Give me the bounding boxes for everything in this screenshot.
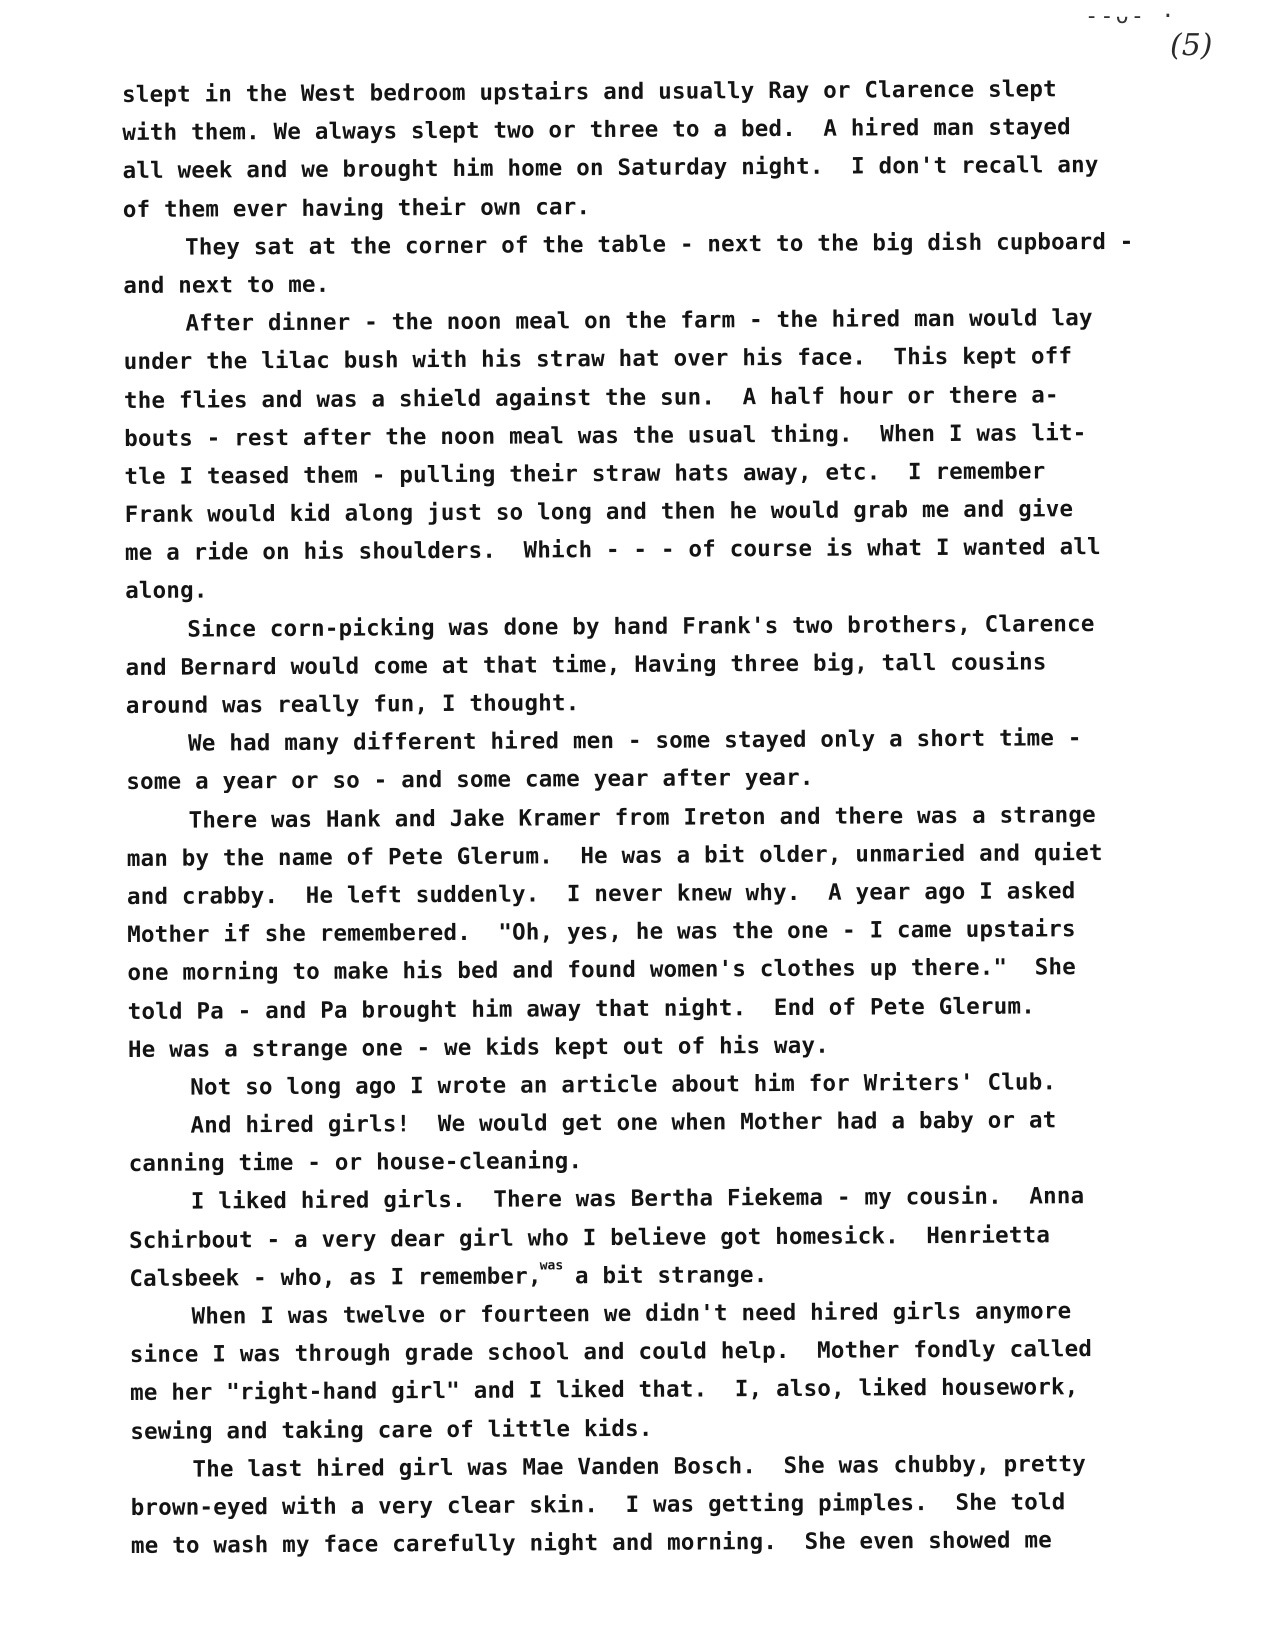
text-line: along.	[125, 577, 208, 605]
text-line: man by the name of Pete Glerum. He was a bit older, unmaried and quiet	[126, 839, 1103, 872]
text-line: all week and we brought him home on Saturday night. I don't recall any	[122, 152, 1099, 185]
text-line: brown-eyed with a very clear skin. I was getting pimples. She told	[130, 1489, 1066, 1521]
text-line: The last hired girl was Mae Vanden Bosch. She was chubby, pretty	[192, 1450, 1087, 1483]
text-line: with them. We always slept two or three to a bed. A hired man stayed	[122, 114, 1071, 147]
text-line: bouts - rest after the noon meal was the usual thing. When I was lit-	[124, 419, 1087, 452]
text-line: told Pa - and Pa brought him away that night. End of Pete Glerum.	[127, 992, 1036, 1025]
header-mark: --ᴗ- ·	[1085, 4, 1177, 29]
text-line: since I was through grade school and could help. Mother fondly called	[129, 1336, 1093, 1369]
text-line: Schirbout - a very dear girl who I believe got homesick. Henrietta	[129, 1221, 1051, 1254]
text-line: canning time - or house-cleaning.	[128, 1148, 583, 1178]
text-line: me to wash my face carefully night and morning. She even showed me	[130, 1527, 1053, 1560]
text-line: and Bernard would come at that time, Having three big, tall cousins	[125, 649, 1047, 681]
text-line: And hired girls! We would get one when Mother had a baby or at	[190, 1107, 1057, 1139]
handwritten-insert: was	[539, 1258, 564, 1274]
text-line: tle I teased them - pulling their straw hats away, etc. I remember	[124, 458, 1046, 490]
text-line: Mother if she remembered. "Oh, yes, he was the one - I came upstairs	[127, 916, 1076, 949]
text-line: around was really fun, I thought.	[125, 690, 580, 719]
text-line: me her "right-hand girl" and I liked that. I, also, liked housework,	[129, 1374, 1079, 1407]
text-line: and crabby. He left suddenly. I never knew why. A year ago I asked	[126, 878, 1076, 910]
text-line: We had many different hired men - some stayed only a short time -	[188, 725, 1082, 757]
text-line: Not so long ago I wrote an article about him for Writers' Club.	[190, 1069, 1057, 1101]
text-line: under the lilac bush with his straw hat over his face. This kept off	[123, 343, 1073, 376]
text-line: the flies and was a shield against the sun. A half hour or there a-	[123, 381, 1059, 414]
page-number: (5)	[1170, 28, 1213, 63]
text-line: Since corn-picking was done by hand Frank's two brothers, Clarence	[187, 610, 1095, 643]
text-line: one morning to make his bed and found women's clothes up there." She	[127, 954, 1077, 987]
text-line: He was a strange one - we kids kept out of his way.	[127, 1032, 830, 1063]
text-line: After dinner - the noon meal on the farm - the hired man would lay	[185, 305, 1093, 337]
text-line: sewing and taking care of little kids.	[130, 1415, 653, 1445]
text-line: When I was twelve or fourteen we didn't need hired girls anymore	[191, 1298, 1072, 1330]
text-line: of them ever having their own car.	[122, 193, 591, 223]
text-line: There was Hank and Jake Kramer from Ireton and there was a strange	[188, 801, 1096, 834]
body-text	[122, 69, 1241, 1565]
text-line: They sat at the corner of the table - next to the big dish cupboard -	[184, 228, 1134, 261]
text-segment: a bit strange.	[561, 1261, 768, 1290]
text-line: slept in the West bedroom upstairs and usually Ray or Clarence slept	[122, 76, 1057, 108]
text-segment: Calsbeek - who, as I remember,	[129, 1263, 542, 1292]
text-line: Frank would kid along just so long and then he would grab me and give	[124, 496, 1074, 529]
text-line: me a ride on his shoulders. Which - - - of course is what I wanted all	[124, 534, 1101, 567]
text-line: some a year or so - and some came year after year.	[126, 765, 814, 796]
text-line: I liked hired girls. There was Bertha Fiekema - my cousin. Anna	[190, 1183, 1085, 1216]
text-line: and next to me.	[123, 271, 330, 299]
